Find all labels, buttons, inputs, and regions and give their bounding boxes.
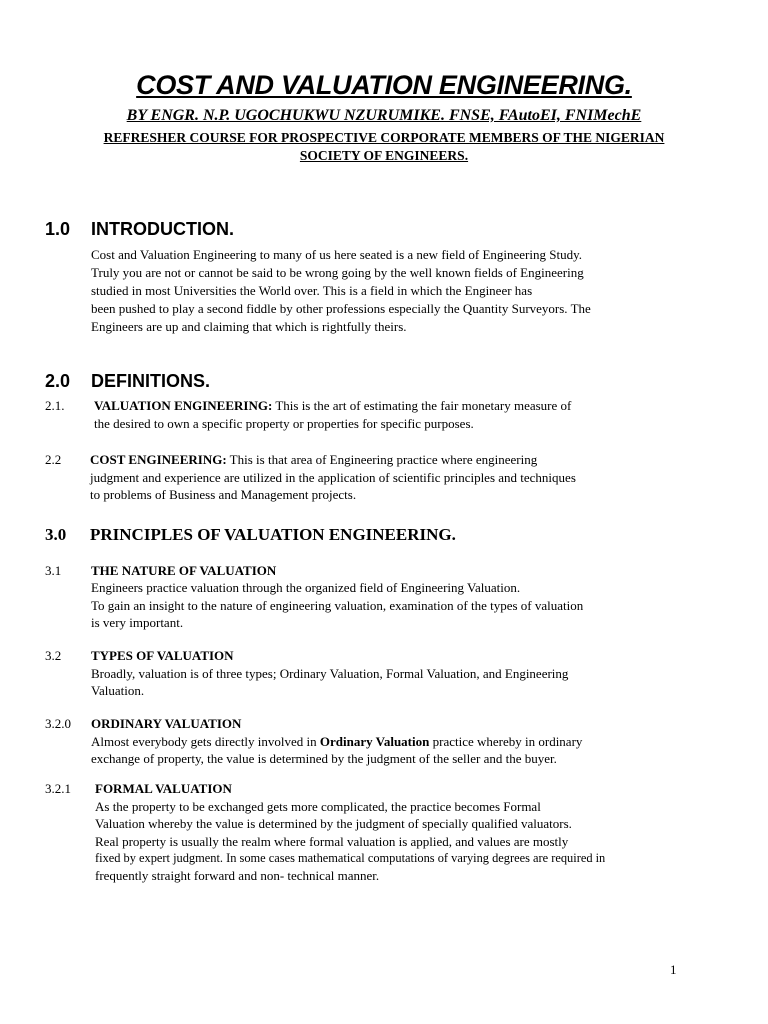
nature-line-1: Engineers practice valuation through the organized field of Engineering Valuation. bbox=[91, 580, 521, 595]
definition-2-1-number: 2.1. bbox=[45, 398, 65, 413]
ordinary-line-2: exchange of property, the value is determined by the judgment of the seller and the buyer. bbox=[91, 751, 557, 766]
document-title: COST AND VALUATION ENGINEERING. bbox=[136, 70, 632, 100]
subsection-3-1-heading: THE NATURE OF VALUATION bbox=[91, 563, 277, 578]
subsection-3-2-0-number: 3.2.0 bbox=[45, 716, 71, 731]
formal-line-5: frequently straight forward and non- technical manner. bbox=[95, 868, 380, 883]
types-line-1: Broadly, valuation is of three types; Ordinary Valuation, Formal Valuation, and Engineering bbox=[91, 666, 569, 681]
definition-2-2-line-1 bbox=[90, 452, 537, 468]
formal-line-2: Valuation whereby the value is determined by the judgment of specially qualified valuators. bbox=[95, 816, 572, 831]
intro-line-2: Truly you are not or cannot be said to be wrong going by the well known fields of Engineering bbox=[91, 265, 584, 280]
ordinary-term: Ordinary Valuation bbox=[319, 734, 430, 749]
subsection-3-2-1-heading: FORMAL VALUATION bbox=[95, 781, 232, 796]
section-1-heading: INTRODUCTION. bbox=[91, 219, 234, 239]
section-2-number: 2.0 bbox=[45, 371, 71, 391]
section-3-heading: PRINCIPLES OF VALUATION ENGINEERING. bbox=[90, 525, 456, 544]
subsection-3-2-0-heading: ORDINARY VALUATION bbox=[91, 716, 242, 731]
definition-2-2-line-2: judgment and experience are utilized in the application of scientific principles and techniques bbox=[90, 470, 576, 485]
course-line-2: SOCIETY OF ENGINEERS. bbox=[299, 148, 469, 163]
definition-2-1-line-1 bbox=[94, 398, 571, 414]
definition-term: VALUATION ENGINEERING: bbox=[94, 398, 273, 413]
intro-line-1: Cost and Valuation Engineering to many of us here seated is a new field of Engineering Study. bbox=[91, 247, 582, 262]
formal-line-3: Real property is usually the realm where formal valuation is applied, and values are mostly bbox=[95, 834, 569, 849]
course-description bbox=[40, 129, 728, 165]
definition-term: COST ENGINEERING: bbox=[90, 452, 227, 467]
section-1-number: 1.0 bbox=[45, 219, 71, 239]
intro-line-4: been pushed to play a second fiddle by other professions especially the Quantity Surveyors. The bbox=[91, 301, 591, 316]
nature-line-3: is very important. bbox=[91, 615, 184, 630]
page-number: 1 bbox=[670, 962, 677, 977]
definition-text: This is the art of estimating the fair monetary measure of bbox=[272, 398, 572, 413]
subsection-3-1-number: 3.1 bbox=[45, 563, 62, 578]
ordinary-text-post: practice whereby in ordinary bbox=[429, 734, 583, 749]
subsection-3-2-1-number: 3.2.1 bbox=[45, 781, 71, 796]
course-line-1: REFRESHER COURSE FOR PROSPECTIVE CORPORATE MEMBERS OF THE NIGERIAN bbox=[103, 130, 665, 145]
types-line-2: Valuation. bbox=[91, 683, 145, 698]
intro-line-5: Engineers are up and claiming that which is rightfully theirs. bbox=[91, 319, 407, 334]
section-3-number: 3.0 bbox=[45, 525, 67, 544]
definition-2-2-line-3: to problems of Business and Management projects. bbox=[90, 487, 357, 502]
definition-2-2-number: 2.2 bbox=[45, 452, 62, 467]
subsection-3-2-heading: TYPES OF VALUATION bbox=[91, 648, 234, 663]
formal-line-4: fixed by expert judgment. In some cases mathematical computations of varying degrees are required in bbox=[95, 851, 606, 865]
definition-2-1-line-2: the desired to own a specific property or properties for specific purposes. bbox=[94, 416, 474, 431]
formal-line-1: As the property to be exchanged gets more complicated, the practice becomes Formal bbox=[95, 799, 541, 814]
nature-line-2: To gain an insight to the nature of engineering valuation, examination of the types of valuation bbox=[91, 598, 584, 613]
intro-line-3: studied in most Universities the World over. This is a field in which the Engineer has bbox=[91, 283, 533, 298]
subsection-3-2-number: 3.2 bbox=[45, 648, 62, 663]
ordinary-text-pre: Almost everybody gets directly involved in bbox=[91, 734, 320, 749]
ordinary-line-1 bbox=[91, 734, 582, 750]
definition-text: This is that area of Engineering practice where engineering bbox=[226, 452, 538, 467]
section-2-heading: DEFINITIONS. bbox=[91, 371, 211, 391]
author-line: BY ENGR. N.P. UGOCHUKWU NZURUMIKE. FNSE, FAutoEI, FNIMechE bbox=[126, 107, 642, 124]
